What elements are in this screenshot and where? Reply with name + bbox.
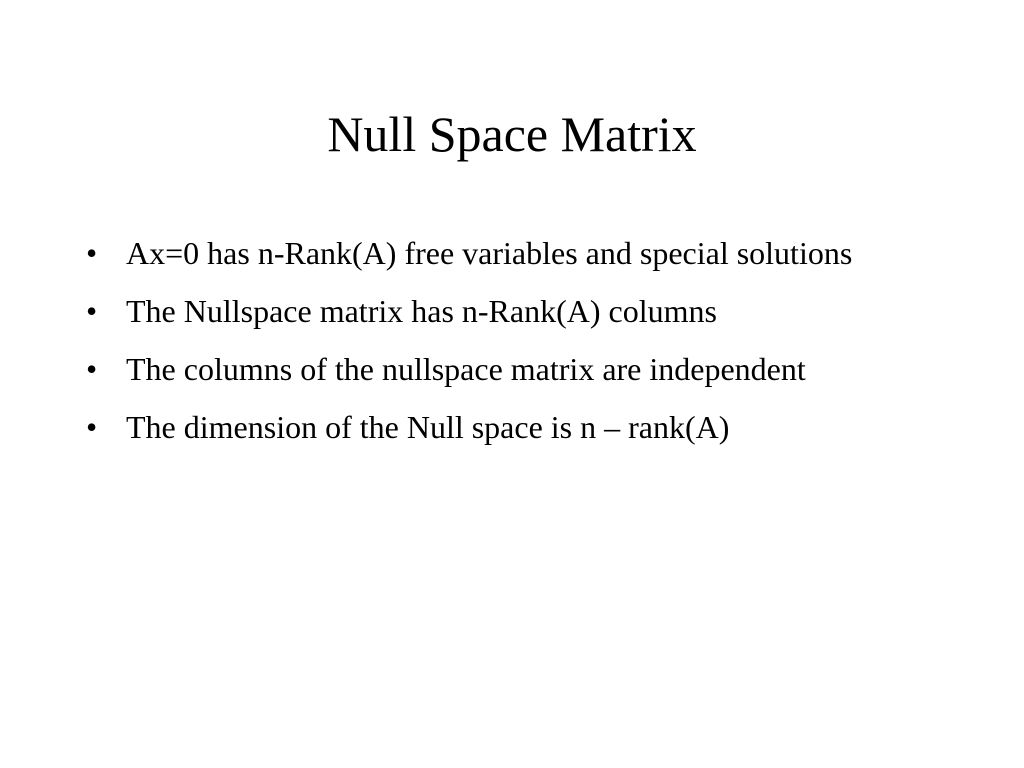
bullet-text: The columns of the nullspace matrix are independent bbox=[126, 351, 806, 387]
bullet-text: The Nullspace matrix has n-Rank(A) columns bbox=[126, 293, 717, 329]
bullet-dot: • bbox=[86, 351, 98, 387]
slide-title: Null Space Matrix bbox=[327, 106, 697, 162]
bullet-item bbox=[86, 288, 926, 334]
bullet-text: Ax=0 has n-Rank(A) free variables and special solutions bbox=[126, 235, 853, 271]
bullet-item bbox=[86, 404, 926, 450]
bullet-dot: • bbox=[86, 293, 98, 329]
bullet-dot: • bbox=[86, 409, 98, 445]
bullet-list bbox=[86, 230, 926, 462]
bullet-item bbox=[86, 346, 926, 392]
bullet-dot: • bbox=[86, 235, 98, 271]
bullet-item bbox=[86, 230, 926, 276]
bullet-text: The dimension of the Null space is n – rank(A) bbox=[126, 409, 730, 445]
